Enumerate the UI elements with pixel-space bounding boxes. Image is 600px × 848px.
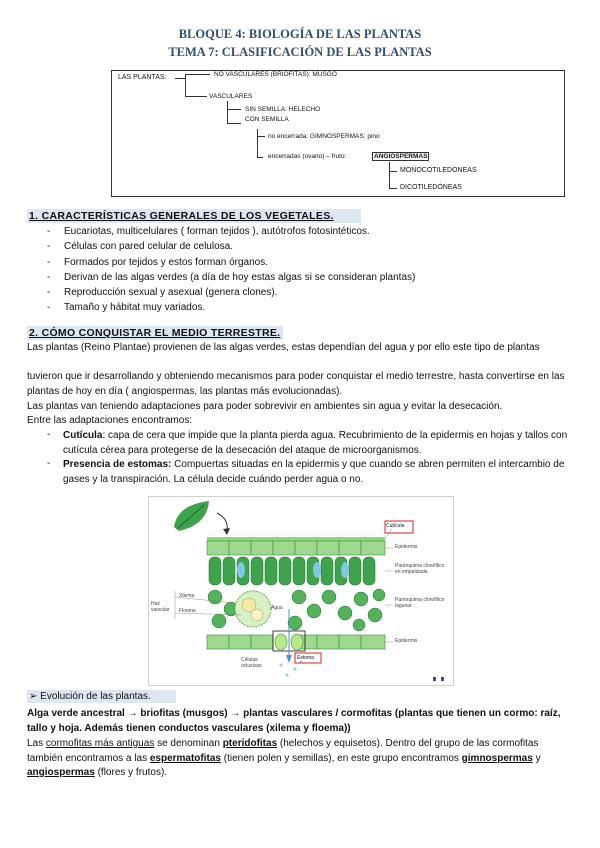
label-epidermis-top: Epidermis	[395, 544, 418, 550]
label-xilema: Xilema	[179, 593, 195, 599]
scheme-connector	[227, 123, 241, 124]
scheme-con-semilla: CON SEMILLA	[245, 116, 289, 123]
leaf-cross-section-figure	[148, 496, 454, 686]
term-gimnospermas: gimnospermas	[461, 752, 533, 764]
mark-icon	[441, 677, 444, 681]
scheme-no-vasculares: NO VASCULARES (BRIOFITAS): MUSGO	[214, 71, 337, 78]
guard-cell-left	[275, 634, 287, 650]
page-title-tema: TEMA 7: CLASIFICACIÓN DE LAS PLANTAS	[168, 45, 432, 59]
scheme-connector	[227, 101, 228, 123]
scheme-connector	[257, 129, 258, 157]
scheme-connector	[185, 74, 210, 75]
section1-heading: 1. CARACTERÍSTICAS GENERALES DE LOS VEGETALES.	[27, 209, 361, 223]
label-celulas-oclusivas: Células oclusivas	[241, 657, 262, 669]
cuticula-label: Cutícula	[63, 430, 103, 441]
section2-p4: Entre las adaptaciones encontramos:	[27, 415, 193, 426]
scheme-connector	[257, 157, 263, 158]
scheme-encerradas: encerradas (ovario) – fruto:	[268, 153, 347, 160]
label-agua: Agua	[271, 605, 283, 611]
label-empalizada: Parénquima clorofílico en empalizada	[395, 563, 445, 575]
phloem	[251, 609, 263, 621]
section2-heading: 2. CÓMO CONQUISTAR EL MEDIO TERRESTRE.	[27, 326, 283, 340]
scheme-connector	[389, 171, 397, 172]
label-epidermis-bottom: Epidermis	[395, 638, 418, 644]
estomas-label: Presencia de estomas:	[63, 459, 172, 470]
scheme-vasculares: VASCULARES	[209, 93, 253, 100]
list-item: - Tamaño y hábitat muy variados.	[47, 300, 415, 315]
scheme-root: LAS PLANTAS:	[118, 74, 167, 81]
scheme-no-encerrada: no encerrada: GIMNOSPERMAS: pino	[268, 133, 380, 140]
adaptation-estomas	[63, 458, 573, 487]
classification-scheme	[111, 70, 565, 197]
water-arrow-head-icon	[286, 655, 292, 663]
list-item: - Células con pared celular de celulosa.	[47, 239, 415, 254]
text-run: (helechos y equisetos). Dentro del grupo de las cormofitas también encontramos a las	[27, 738, 539, 764]
scheme-connector	[257, 136, 265, 137]
page-title-bloque: BLOQUE 4: BIOLOGÍA DE LAS PLANTAS	[178, 27, 422, 41]
evolucion-paragraph	[27, 737, 572, 781]
label-floema: Floema	[179, 608, 196, 614]
section2-p3: Las plantas van teniendo adaptaciones para poder sobrevivir en ambientes sin agua y evitar la desecación.	[27, 401, 503, 412]
term-angiospermas: angiospermas	[27, 767, 95, 779]
section1-list	[47, 224, 415, 316]
cuticula-text: : capa de cera que impide que la planta pierda agua. Recubrimiento de la epidermis en hojas y tallos con cutícula cérea para protegerse de la desecación del ataque de microorganismos.	[63, 430, 568, 456]
scheme-connector	[185, 74, 186, 96]
scheme-connector	[185, 96, 207, 97]
label-lagunar: Parénquima clorofílico lagunar	[395, 597, 445, 609]
scheme-connector	[389, 188, 397, 189]
evolucion-bold-line: Alga verde ancestral → briofitas (musgos) → plantas vasculares / cormofitas (plantas que tienen un cormo: raíz, tallo y hoja. Además tienen conductos vasculares (xilema y floema))	[27, 708, 561, 734]
list-item: - Eucariotas, multicelulares ( forman tejidos ), autótrofos fotosintéticos.	[47, 224, 415, 239]
label-haz: Haz vascular	[151, 601, 170, 613]
arrow-head-icon	[223, 528, 230, 535]
cuticle-layer	[207, 537, 385, 541]
guard-cell-right	[291, 634, 303, 650]
term-pteridofitas: pteridofitas	[222, 738, 278, 749]
evolucion-heading: ➢ Evolución de las plantas.	[27, 690, 176, 703]
palisade-layer	[209, 557, 375, 585]
text-run: (tienen polen y semillas), en este grupo encontramos	[220, 752, 462, 764]
section2-p1: Las plantas (Reino Plantae) provienen de las algas verdes, estas dependían del agua y por ello este tipo de plantas	[27, 342, 540, 353]
bullet-dash: -	[47, 429, 51, 440]
text-run: y	[532, 752, 541, 764]
scheme-connector	[389, 162, 390, 188]
scheme-dicotiledoneas: DICOTILEDÓNEAS	[400, 184, 462, 191]
term-espermatofitas: espermatofitas	[149, 752, 221, 764]
upper-epidermis	[207, 541, 385, 555]
section2-p2: tuvieron que ir desarrollando y obteniendo mecanismos para poder conquistar el medio terrestre, hasta convertirse en las plantas de hoy en día ( angiospermas, las plantas más evolucionadas).	[27, 371, 565, 397]
scheme-monocotiledoneas: MONOCOTILEDÓNEAS	[400, 167, 477, 174]
text-run: Las	[27, 738, 46, 749]
scheme-angiospermas: ANGIOSPERMAS	[374, 153, 428, 160]
scheme-connector	[175, 78, 185, 79]
scheme-connector	[227, 109, 241, 110]
text-run: se denominan	[154, 738, 223, 749]
adaptation-cuticula	[63, 429, 573, 458]
label-cuticula: Cutícula	[386, 523, 405, 529]
text-run: (flores y frutos).	[94, 767, 168, 779]
list-item: - Reproducción sexual y asexual (genera clones).	[47, 285, 415, 300]
list-item: - Formados por tejidos y estos forman órganos.	[47, 255, 415, 270]
term-cormofitas-antiguas: cormofitas más antiguas	[45, 738, 155, 749]
list-item: - Derivan de las algas verdes (a día de hoy estas algas si se consideran plantas)	[47, 270, 415, 285]
label-estoma: Estoma	[297, 655, 314, 661]
arrow-icon	[217, 513, 227, 531]
bullet-dash: -	[47, 458, 51, 469]
mark-icon	[433, 677, 436, 681]
estomas-text: Compuertas situadas en la epidermis y que cuando se abren permiten el intercambio de gases y la transpiración. La célula decide cuándo perder agua o no.	[63, 459, 565, 485]
scheme-sin-semilla: SIN SEMILLA: HELECHO	[245, 106, 321, 113]
